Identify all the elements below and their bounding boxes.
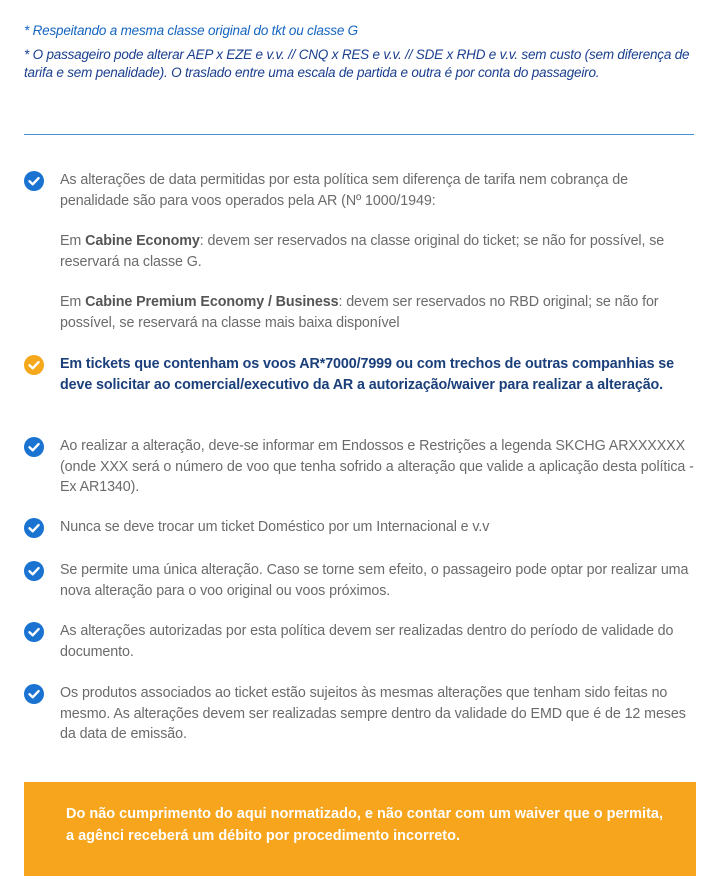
- premium-label: Cabine Premium Economy / Business: [85, 294, 339, 310]
- warning-banner: [24, 782, 696, 876]
- check-circle-icon: [24, 171, 44, 191]
- policy-premium: [60, 292, 700, 333]
- warning-banner-text: Do não cumprimento do aqui normatizado, e não contar com um waiver que o permita, a agênci receberá um débito por procedimento incorreto.: [66, 806, 664, 844]
- policy-item-other-carriers: [24, 354, 700, 395]
- policy-text: Os produtos associados ao ticket estão sujeitos às mesmas alterações que tenham sido feitas no mesmo. As alterações devem ser realizadas sempre dentro da validade do EMD que é de 12 meses da data de emissão.: [60, 685, 686, 742]
- policy-text: Se permite uma única alteração. Caso se torne sem efeito, o passageiro pode optar por realizar uma nova alteração para o voo original ou voos próximos.: [60, 562, 689, 599]
- policy-item-single-change: [24, 560, 700, 601]
- policy-item-domestic: [24, 517, 700, 538]
- policy-item-endorsement: [24, 436, 700, 498]
- footnotes: [24, 22, 700, 88]
- footnote-airports: * O passageiro pode alterar AEP x EZE e v.v. // CNQ x RES e v.v. // SDE x RHD e v.v. sem custo (sem diferença de tarifa e sem penalidade). O traslado entre uma escala de partida e outra é por conta do passageiro.: [24, 47, 690, 80]
- economy-label: Cabine Economy: [85, 233, 200, 249]
- policy-text-highlight: Em tickets que contenham os voos AR*7000/7999 ou com trechos de outras companhias se deve solicitar ao comercial/executivo da AR a autorização/waiver para realizar a alteração.: [60, 356, 674, 393]
- economy-prefix: Em: [60, 233, 86, 249]
- policy-item-validity: [24, 621, 700, 662]
- check-circle-icon: [24, 561, 44, 581]
- premium-prefix: Em: [60, 294, 86, 310]
- premium-rule: : devem ser reservados no RBD original; se não for possível, se reservará na classe mais baixa disponível: [60, 294, 659, 331]
- economy-rule: : devem ser reservados na classe original do ticket; se não for possível, se reservará na classe G.: [60, 233, 665, 270]
- check-circle-icon: [24, 437, 44, 457]
- check-circle-icon: [24, 622, 44, 642]
- policy-item-emd: [24, 683, 700, 745]
- policy-text: As alterações autorizadas por esta política devem ser realizadas dentro do período de validade do documento.: [60, 623, 674, 660]
- policy-intro: As alterações de data permitidas por esta política sem diferença de tarifa nem cobrança de penalidade são para voos operados pela AR (Nº 1000/1949:: [60, 172, 628, 209]
- divider: [24, 134, 694, 135]
- check-circle-icon: [24, 684, 44, 704]
- check-circle-orange-icon: [24, 355, 44, 375]
- policy-economy: [60, 231, 700, 272]
- policy-text: Ao realizar a alteração, deve-se informar em Endossos e Restrições a legenda SKCHG ARXXXXXX (onde XXX será o número de voo que tenha sofrido a alteração que valide a aplicação desta política - Ex AR1340).: [60, 438, 694, 495]
- policy-item-date-changes: [24, 170, 700, 333]
- footnote-class: * Respeitando a mesma classe original do tkt ou classe G: [24, 23, 358, 38]
- check-circle-icon: [24, 518, 44, 538]
- policy-text: [60, 170, 700, 333]
- policy-text: Nunca se deve trocar um ticket Doméstico por um Internacional e v.v: [60, 519, 490, 535]
